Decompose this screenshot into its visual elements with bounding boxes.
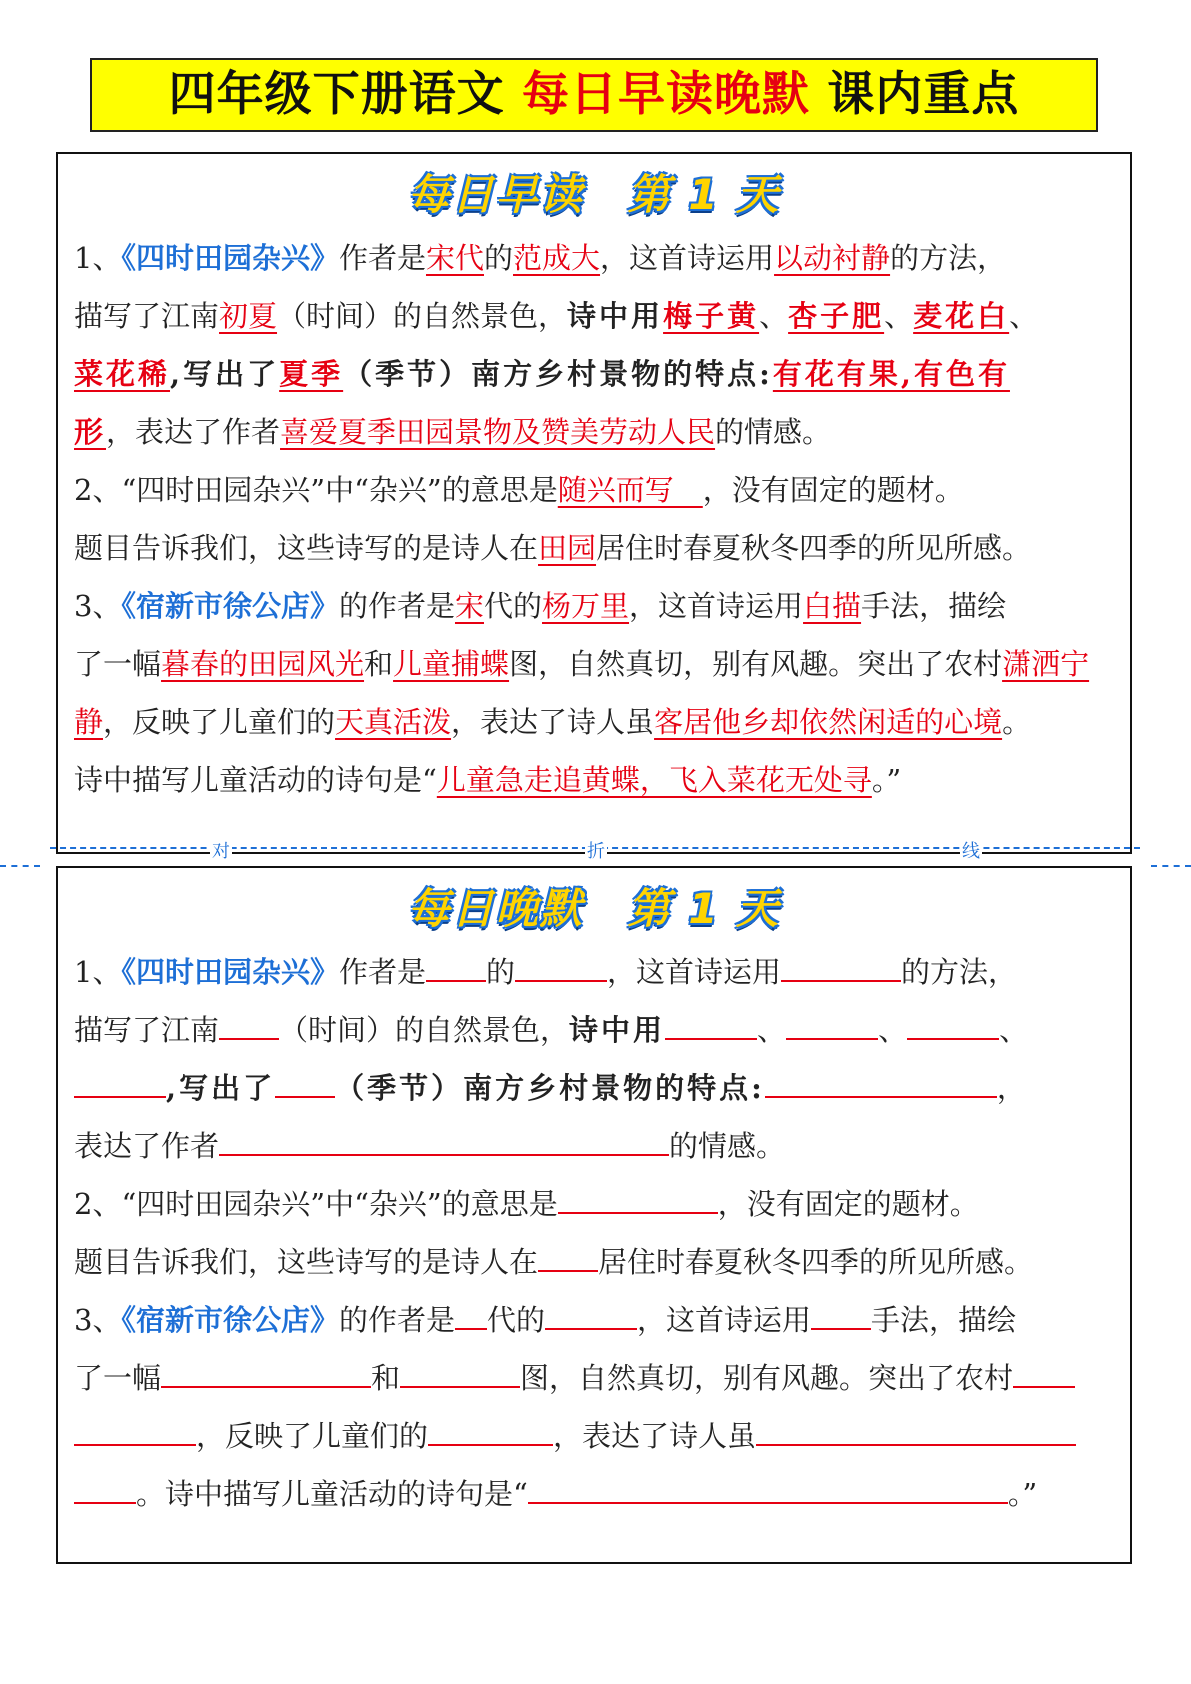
text: ，这首诗运用 bbox=[607, 955, 782, 989]
answer: 宋代 bbox=[425, 241, 484, 275]
answer-blank[interactable] bbox=[528, 1476, 1008, 1504]
answer: 初夏 bbox=[219, 299, 278, 333]
evening-dictation-section bbox=[56, 866, 1132, 1564]
answer-blank[interactable] bbox=[786, 1012, 878, 1040]
text: ,写出了 bbox=[170, 357, 280, 391]
answer-blank[interactable] bbox=[400, 1360, 520, 1388]
answer-blank[interactable] bbox=[545, 1302, 637, 1330]
answer-blank[interactable] bbox=[1013, 1360, 1075, 1388]
answer: 杨万里 bbox=[542, 589, 630, 623]
morning-content bbox=[74, 229, 1120, 809]
answer: 有花有果,有色有 bbox=[772, 357, 1010, 391]
answer: 静 bbox=[74, 705, 104, 739]
answer: 宋 bbox=[454, 589, 484, 623]
text: 图，自然真切，别有风趣。突出了农村 bbox=[509, 647, 1003, 681]
text: ，这首诗运用 bbox=[600, 241, 775, 275]
text: 代的 bbox=[486, 1303, 545, 1337]
text: 代的 bbox=[484, 589, 543, 623]
answer-blank[interactable] bbox=[74, 1476, 136, 1504]
answer-blank[interactable] bbox=[275, 1070, 335, 1098]
text: ,写出了 bbox=[166, 1071, 276, 1105]
text: 诗中用 bbox=[567, 299, 664, 333]
answer: 夏季 bbox=[279, 357, 344, 391]
text: 图，自然真切，别有风趣。突出了农村 bbox=[520, 1361, 1014, 1395]
text: 题目告诉我们，这些诗写的是诗人在 bbox=[74, 1245, 539, 1279]
answer: 随兴而写 bbox=[557, 473, 703, 507]
text: ，没有固定的题材。 bbox=[717, 1187, 979, 1221]
answer: 潇洒宁 bbox=[1002, 647, 1090, 681]
text: ，没有固定的题材。 bbox=[702, 473, 964, 507]
fold-line bbox=[0, 841, 1191, 867]
text: 的情感。 bbox=[669, 1129, 786, 1163]
text: 。” bbox=[1007, 1477, 1038, 1511]
text: 的作者是 bbox=[338, 1303, 455, 1337]
text: ，表达了作者 bbox=[106, 415, 281, 449]
answer: 范成大 bbox=[513, 241, 601, 275]
text: ， bbox=[996, 1071, 1026, 1105]
text: 的方法， bbox=[890, 241, 1007, 275]
q-number: 3、 bbox=[74, 1303, 122, 1337]
poem-title: 《四时田园杂兴》 bbox=[121, 241, 339, 275]
text: 手法，描绘 bbox=[861, 589, 1007, 623]
fold-label: 线 bbox=[960, 837, 982, 863]
text: 、 bbox=[1009, 299, 1039, 333]
answer-blank[interactable] bbox=[515, 954, 607, 982]
text: （时间）的自然景色， bbox=[279, 1013, 570, 1047]
text: ，反映了儿童们的 bbox=[196, 1419, 429, 1453]
question-2 bbox=[74, 461, 1120, 577]
title-grade: 四年级下册语文 bbox=[168, 67, 522, 122]
text: 的方法， bbox=[901, 955, 1018, 989]
poem-title: 《四时田园杂兴》 bbox=[121, 955, 339, 989]
text: 了一幅 bbox=[74, 647, 162, 681]
answer-blank[interactable] bbox=[74, 1418, 196, 1446]
question-3 bbox=[74, 577, 1120, 809]
answer-blank[interactable] bbox=[665, 1012, 757, 1040]
fold-label: 对 bbox=[210, 837, 232, 863]
question-1 bbox=[74, 943, 1120, 1175]
text: ，反映了儿童们的 bbox=[103, 705, 336, 739]
text: （季节）南方乡村景物的特点: bbox=[335, 1071, 765, 1105]
text: 题目告诉我们，这些诗写的是诗人在 bbox=[74, 531, 539, 565]
answer-blank[interactable] bbox=[558, 1186, 718, 1214]
text: 、 bbox=[759, 299, 789, 333]
text: 的 bbox=[485, 955, 515, 989]
answer: 客居他乡却依然闲适的心境 bbox=[654, 705, 1003, 739]
text: 作者是 bbox=[338, 955, 426, 989]
text: 、 bbox=[999, 1013, 1029, 1047]
text: 、 bbox=[757, 1013, 787, 1047]
text: 了一幅 bbox=[74, 1361, 162, 1395]
answer: 儿童捕蝶 bbox=[393, 647, 510, 681]
answer-blank[interactable] bbox=[756, 1418, 1076, 1446]
text: ，表达了诗人虽 bbox=[451, 705, 655, 739]
text: “四时田园杂兴”中“杂兴”的意思是 bbox=[121, 473, 558, 507]
text: 手法，描绘 bbox=[871, 1303, 1017, 1337]
text: 的 bbox=[484, 241, 514, 275]
evening-badge: 每日晚默 第 1 天 bbox=[407, 884, 781, 933]
answer: 天真活泼 bbox=[335, 705, 452, 739]
answer-blank[interactable] bbox=[161, 1360, 371, 1388]
text: 的情感。 bbox=[715, 415, 832, 449]
answer: 形 bbox=[74, 415, 107, 449]
answer-blank[interactable] bbox=[765, 1070, 997, 1098]
answer-blank[interactable] bbox=[781, 954, 901, 982]
answer: 喜爱夏季田园景物及赞美劳动人民 bbox=[280, 415, 716, 449]
title-highlight: 每日早读晚默 bbox=[522, 67, 810, 122]
text: ，这首诗运用 bbox=[629, 589, 804, 623]
morning-badge: 每日早读 第 1 天 bbox=[407, 170, 781, 219]
text: 。” bbox=[871, 763, 902, 797]
text: 描写了江南 bbox=[74, 1013, 220, 1047]
text: 诗中用 bbox=[569, 1013, 666, 1047]
q-number: 1、 bbox=[74, 241, 122, 275]
answer-blank[interactable] bbox=[455, 1302, 487, 1330]
text: “四时田园杂兴”中“杂兴”的意思是 bbox=[121, 1187, 558, 1221]
page-title bbox=[90, 58, 1098, 132]
answer-blank[interactable] bbox=[811, 1302, 871, 1330]
text: ，这首诗运用 bbox=[637, 1303, 812, 1337]
answer-blank[interactable] bbox=[219, 1012, 279, 1040]
answer: 白描 bbox=[803, 589, 862, 623]
text: 、 bbox=[878, 1013, 908, 1047]
answer-blank[interactable] bbox=[219, 1128, 669, 1156]
answer-blank[interactable] bbox=[538, 1244, 598, 1272]
text: 描写了江南 bbox=[74, 299, 220, 333]
text: （时间）的自然景色， bbox=[277, 299, 568, 333]
poem-title: 《宿新市徐公店》 bbox=[121, 589, 339, 623]
answer: 菜花稀 bbox=[74, 357, 171, 391]
text: ，表达了诗人虽 bbox=[553, 1419, 757, 1453]
text: 诗中描写儿童活动的诗句是“ bbox=[74, 763, 437, 797]
text: 的作者是 bbox=[338, 589, 455, 623]
text: （季节）南方乡村景物的特点: bbox=[343, 357, 773, 391]
answer: 麦花白 bbox=[913, 299, 1010, 333]
answer: 以动衬静 bbox=[774, 241, 891, 275]
text: 和 bbox=[364, 647, 394, 681]
answer-blank[interactable] bbox=[426, 954, 486, 982]
fold-dash-left bbox=[0, 865, 40, 867]
question-1 bbox=[74, 229, 1120, 461]
answer: 儿童急走追黄蝶，飞入菜花无处寻 bbox=[436, 763, 872, 797]
answer-blank[interactable] bbox=[74, 1070, 166, 1098]
answer: 暮春的田园风光 bbox=[161, 647, 365, 681]
text: 。诗中描写儿童活动的诗句是“ bbox=[136, 1477, 528, 1511]
text: 居住时春夏秋冬四季的所见所感。 bbox=[598, 1245, 1034, 1279]
text: 。 bbox=[1002, 705, 1032, 739]
text: 、 bbox=[884, 299, 914, 333]
fold-label: 折 bbox=[585, 837, 607, 863]
q-number: 1、 bbox=[74, 955, 122, 989]
answer: 梅子黄 bbox=[663, 299, 760, 333]
answer: 杏子肥 bbox=[788, 299, 885, 333]
poem-title: 《宿新市徐公店》 bbox=[121, 1303, 339, 1337]
q-number: 2、 bbox=[74, 473, 122, 507]
answer: 田园 bbox=[538, 531, 597, 565]
answer-blank[interactable] bbox=[428, 1418, 553, 1446]
text: 作者是 bbox=[338, 241, 426, 275]
text: 居住时春夏秋冬四季的所见所感。 bbox=[596, 531, 1032, 565]
question-2 bbox=[74, 1175, 1120, 1291]
text: 和 bbox=[371, 1361, 401, 1395]
text: 表达了作者 bbox=[74, 1129, 220, 1163]
answer-blank[interactable] bbox=[907, 1012, 999, 1040]
question-3 bbox=[74, 1291, 1120, 1523]
evening-content bbox=[74, 943, 1120, 1523]
q-number: 2、 bbox=[74, 1187, 122, 1221]
q-number: 3、 bbox=[74, 589, 122, 623]
title-focus: 课内重点 bbox=[810, 67, 1020, 122]
morning-reading-section bbox=[56, 152, 1132, 854]
fold-dash-right bbox=[1151, 865, 1191, 867]
